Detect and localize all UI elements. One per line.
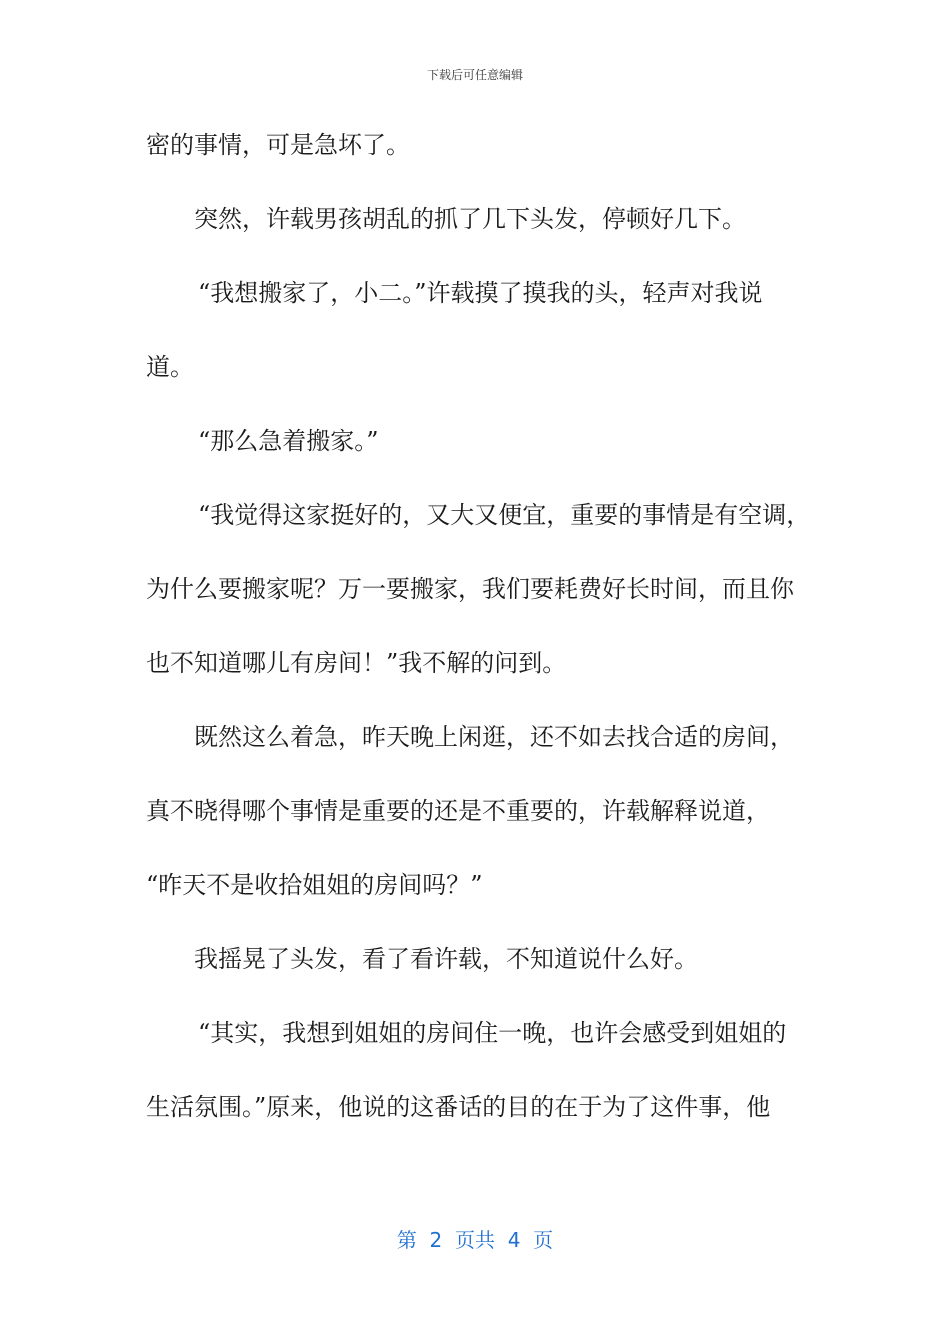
paragraph-line: 密的事情，可是急坏了。 [146, 131, 410, 159]
paragraph-line: 也不知道哪儿有房间！”我不解的问到。 [146, 649, 567, 677]
paragraph-line: “其实，我想到姐姐的房间住一晚，也许会感受到姐姐的 [198, 1019, 787, 1047]
paragraph-line: “昨天不是收拾姐姐的房间吗？” [146, 871, 483, 899]
paragraph-line: 我摇晃了头发，看了看许载，不知道说什么好。 [194, 945, 698, 973]
paragraph-line: 生活氛围。”原来，他说的这番话的目的在于为了这件事，他 [146, 1093, 771, 1121]
page-number-footer: 第 2 页共 4 页 [396, 1228, 554, 1252]
paragraph-line: 真不晓得哪个事情是重要的还是不重要的，许载解释说道， [146, 797, 770, 825]
paragraph-line: “那么急着搬家。” [198, 427, 379, 455]
paragraph-line: 为什么要搬家呢？万一要搬家，我们要耗费好长时间，而且你 [146, 575, 794, 603]
paragraph-line: “我觉得这家挺好的，又大又便宜，重要的事情是有空调， [198, 501, 811, 529]
paragraph-line: 突然，许载男孩胡乱的抓了几下头发，停顿好几下。 [194, 205, 746, 233]
paragraph-line: 既然这么着急，昨天晚上闲逛，还不如去找合适的房间， [194, 723, 794, 751]
document-body [146, 120, 811, 1156]
paragraph-line: 道。 [146, 353, 194, 381]
page-header: 下载后可任意编辑 [426, 68, 523, 82]
paragraph-line: “我想搬家了，小二。”许载摸了摸我的头，轻声对我说 [198, 279, 763, 307]
